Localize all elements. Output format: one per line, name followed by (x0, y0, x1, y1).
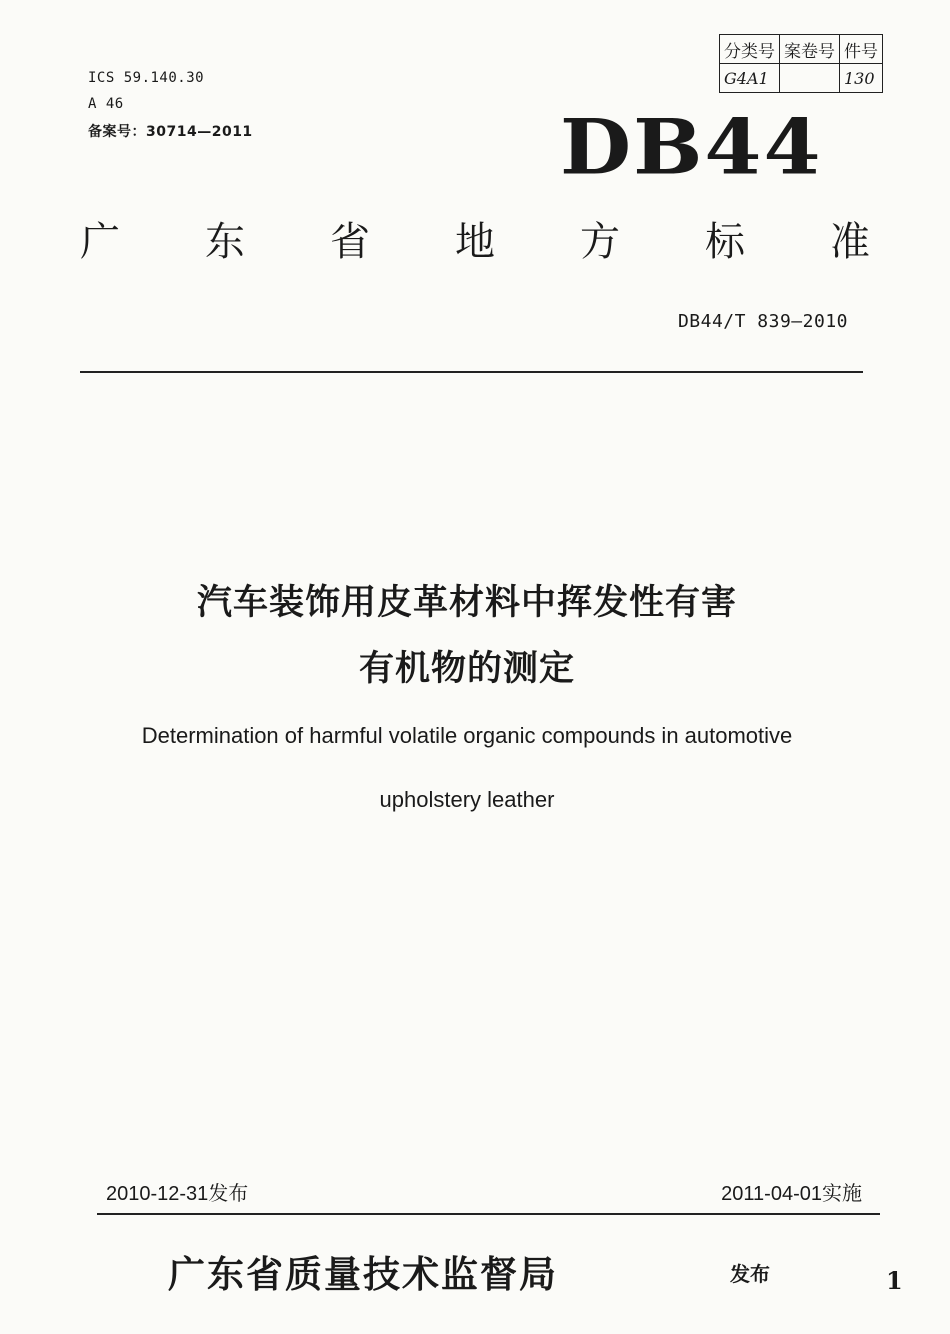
issuing-authority: 广东省质量技术监督局 (168, 1252, 558, 1296)
db44-logo: DB44 (560, 103, 823, 192)
standard-type-char: 地 (455, 219, 495, 265)
bottom-divider (97, 1213, 880, 1215)
standard-type-char: 准 (830, 219, 870, 265)
archive-stamp-box (719, 34, 883, 93)
standard-number: DB44/T 839—2010 (677, 311, 848, 332)
implementation-date: 2011-04-01实施 (721, 1183, 862, 1205)
ics-code: ICS 59.140.30 (88, 70, 205, 86)
chinese-title-line: 有机物的测定 (358, 649, 575, 689)
archive-value-cell (780, 64, 840, 93)
standard-type-char: 广 (80, 219, 120, 265)
archive-value-cell: 130 (840, 64, 883, 93)
record-number: 备案号：30714—2011 (88, 124, 253, 140)
english-title-line: Determination of harmful volatile organic compounds in automotive (141, 723, 793, 748)
archive-header-row (720, 35, 883, 64)
issuer-suffix: 发布 (730, 1262, 770, 1286)
chinese-title-line: 汽车装饰用皮革材料中挥发性有害 (196, 583, 737, 623)
archive-value-row (720, 64, 883, 93)
archive-header-cell: 分类号 (720, 35, 780, 64)
standard-type-char: 标 (705, 219, 745, 265)
issue-date: 2010-12-31发布 (106, 1183, 249, 1205)
archive-header-cell: 案卷号 (780, 35, 840, 64)
archive-header-cell: 件号 (840, 35, 883, 64)
archive-value-cell: G4A1 (720, 64, 780, 93)
top-divider (80, 371, 863, 373)
english-title-line: upholstery leather (379, 787, 555, 812)
standard-type-char: 省 (330, 219, 370, 265)
standard-type-char: 东 (205, 219, 245, 265)
classification-code: A 46 (88, 96, 124, 112)
standard-type-char: 方 (580, 219, 620, 265)
standard-type-heading (80, 219, 870, 265)
page-number: 1 (886, 1266, 903, 1295)
